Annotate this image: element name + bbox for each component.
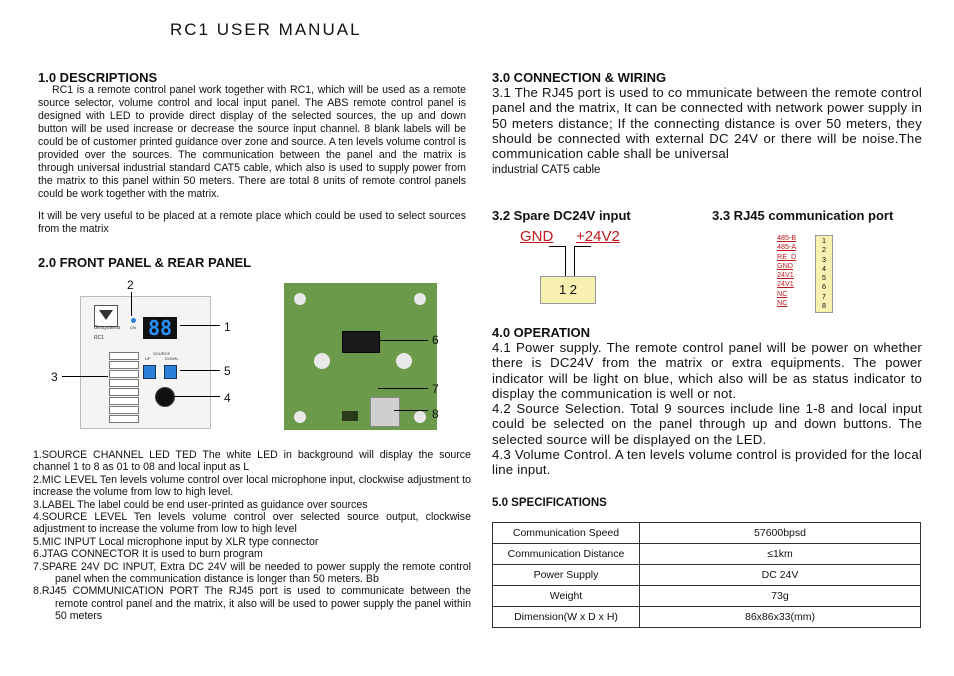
pin-label: GND <box>777 260 793 270</box>
pcb-hole <box>294 411 306 423</box>
on-text: ON <box>130 325 136 330</box>
callout-line-7 <box>378 388 428 389</box>
spec-value: ≤1km <box>640 544 921 565</box>
dc-wiring-diagram <box>520 228 630 308</box>
section-3-body: 3.1 The RJ45 port is used to co mmunicate between the remote control panel and the matrix, It can be connected with network power supply in 50 meters distance; If the connecting distance is over 50 meters, they should be connected with external DC 24V or there will be noise.The communication cable shall be universal <box>492 85 922 162</box>
jtag-connector <box>342 331 380 353</box>
feature-item: 1.SOURCE CHANNEL LED TED The white LED in background will display the source channel 1 to 8 as 01 to 08 and local input as L <box>33 449 471 474</box>
pin-label: NC <box>777 298 788 308</box>
section-1-body: RC1 is a remote control panel work together with RC1, which will be used as a remote source selector, volume control and local input panel. The ABS remote control panel is designed with LED to provide direct display of the selected sources, the up and down button will be used increase or decrease the source input channel. 8 blank labels will be could be of customer printed guidance over zone and source. A ten levels volume control is provided over the sources. The communication between the panel and the matrix is through universal industrial standard CAT5 cable, which also is used to supply power from the matrix to this panel within 50 meters. There are total 8 units of remote control panels could be work together with the matrix. <box>38 84 466 200</box>
down-text: DOWN <box>165 356 178 361</box>
pin-number: 8 <box>822 301 826 311</box>
callout-line-8 <box>394 410 428 411</box>
feature-item: 8.RJ45 COMMUNICATION PORT The RJ45 port is used to communicate between the remote control panel and the matrix, it also will be used to power supply the panel within 50 meters <box>33 585 471 623</box>
volume-knob[interactable] <box>155 387 175 407</box>
callout-5: 5 <box>224 364 231 378</box>
operation-power: 4.1 Power supply. The remote control panel will be power on whether there is DC24V from the matrix or extra equipments. The power indicator will be light on blue, which also will be as status indicator to display the communication is well or not. <box>492 340 922 401</box>
section-3-3-heading: 3.3 RJ45 communication port <box>712 208 894 223</box>
pin-number: 2 <box>822 245 826 255</box>
rj45-pinout <box>777 233 837 313</box>
pin-label: 24V1 <box>777 279 794 289</box>
logo-box <box>94 305 118 327</box>
callout-3: 3 <box>51 370 58 384</box>
section-3-2-heading: 3.2 Spare DC24V input <box>492 208 631 223</box>
spec-value: 73g <box>640 586 921 607</box>
dc-connector <box>342 411 358 421</box>
spec-key: Dimension(W x D x H) <box>493 607 640 628</box>
table-row <box>493 523 921 544</box>
pin-label: 485-B <box>777 233 797 242</box>
pin-number-block <box>815 235 833 313</box>
section-3-heading: 3.0 CONNECTION & WIRING <box>492 70 667 85</box>
table-row <box>493 544 921 565</box>
gnd-label: GND <box>520 228 554 245</box>
power-led <box>131 318 136 323</box>
model-text: RC1 <box>94 335 105 341</box>
section-3-body-tail: industrial CAT5 cable <box>492 164 601 176</box>
pin-number: 6 <box>822 282 826 292</box>
spec-key: Power Supply <box>493 565 640 586</box>
callout-2: 2 <box>127 278 134 292</box>
front-panel-image <box>80 296 211 429</box>
feature-list <box>33 449 471 623</box>
feature-item: 2.MIC LEVEL Ten levels volume control over local microphone input, clockwise adjustment to increase the volume from low to high level. <box>33 473 471 499</box>
wire-24v <box>574 246 591 277</box>
pin-label: 485-A <box>777 242 797 252</box>
spec-value: DC 24V <box>640 565 921 586</box>
callout-line-1 <box>180 325 220 326</box>
feature-item: 5.MIC INPUT Local microphone input by XLR type connector <box>33 535 319 548</box>
pin-number: 1 <box>822 236 826 245</box>
table-row <box>493 586 921 607</box>
rj45-jack <box>370 397 400 427</box>
source-text: SOURCE <box>153 351 171 356</box>
section-1-heading: 1.0 DESCRIPTIONS <box>38 70 158 85</box>
spec-key: Communication Distance <box>493 544 640 565</box>
led-digits: 88 <box>147 316 173 340</box>
callout-line-3 <box>62 376 108 377</box>
pcb-hole <box>414 293 426 305</box>
callout-8: 8 <box>432 407 439 421</box>
callout-6: 6 <box>432 333 439 347</box>
feature-item: 4.SOURCE LEVEL Ten levels volume control over selected source output, clockwise adjustment to increase the volume from low to high level <box>33 511 471 536</box>
pin-number: 4 <box>822 263 826 273</box>
led-display <box>143 317 177 339</box>
pcb-hole <box>294 293 306 305</box>
rear-pcb-image <box>284 283 437 430</box>
callout-line-5 <box>180 370 220 371</box>
table-row <box>493 607 921 628</box>
callout-7: 7 <box>432 382 439 396</box>
callout-line-6 <box>378 340 428 341</box>
spec-table <box>492 522 921 628</box>
table-row <box>493 565 921 586</box>
pin-number: 7 <box>822 291 826 301</box>
section-4-heading: 4.0 OPERATION <box>492 325 591 340</box>
callout-4: 4 <box>224 391 231 405</box>
feature-item: 6.JTAG CONNECTOR It is used to burn program <box>33 548 263 561</box>
label-strip <box>109 352 139 412</box>
up-button[interactable] <box>143 365 156 379</box>
document-title: RC1 USER MANUAL <box>170 20 362 39</box>
up-text: UP <box>145 356 151 361</box>
brand-text: Gmsystems <box>94 325 121 331</box>
terminal-pins: 1 2 <box>558 282 578 297</box>
pin-label: 24V1 <box>777 270 794 280</box>
pcb-hole <box>414 411 426 423</box>
callout-line-2 <box>131 292 132 316</box>
pin-number: 3 <box>822 254 826 264</box>
spec-key: Communication Speed <box>493 523 640 544</box>
section-1-body-2: It will be very useful to be placed at a remote place which could be used to select sources from the matrix <box>38 210 466 235</box>
operation-volume: 4.3 Volume Control. A ten levels volume control is provided for the local line input. <box>492 447 922 478</box>
down-button[interactable] <box>164 365 177 379</box>
section-2-heading: 2.0 FRONT PANEL & REAR PANEL <box>38 255 252 270</box>
section-5-heading: 5.0 SPECIFICATIONS <box>492 497 607 509</box>
terminal-block <box>540 276 596 304</box>
spec-value: 57600bpsd <box>640 523 921 544</box>
pin-label: RE_D <box>777 251 797 261</box>
v24-label: +24V2 <box>576 228 620 245</box>
spec-value: 86x86x33(mm) <box>640 607 921 628</box>
pin-number: 5 <box>822 273 826 283</box>
wire-gnd <box>549 246 566 277</box>
callout-line-4 <box>170 396 220 397</box>
pcb-hole <box>396 353 412 369</box>
operation-paragraphs <box>492 340 922 478</box>
pin-label: NC <box>777 288 788 298</box>
pcb-hole <box>314 353 330 369</box>
callout-1: 1 <box>224 320 231 334</box>
feature-item: 3.LABEL The label could be end user-printed as guidance over sources <box>33 498 368 511</box>
pin-labels <box>777 233 796 307</box>
operation-source: 4.2 Source Selection. Total 9 sources include line 1-8 and local input could be selected on the panel through up and down buttons. The selected source will be displayed on the LED. <box>492 401 922 447</box>
feature-item: 7.SPARE 24V DC INPUT, Extra DC 24V will be needed to power supply the remote control panel when the communication distance is longer than 50 meters. Bb <box>33 560 471 586</box>
spec-key: Weight <box>493 586 640 607</box>
